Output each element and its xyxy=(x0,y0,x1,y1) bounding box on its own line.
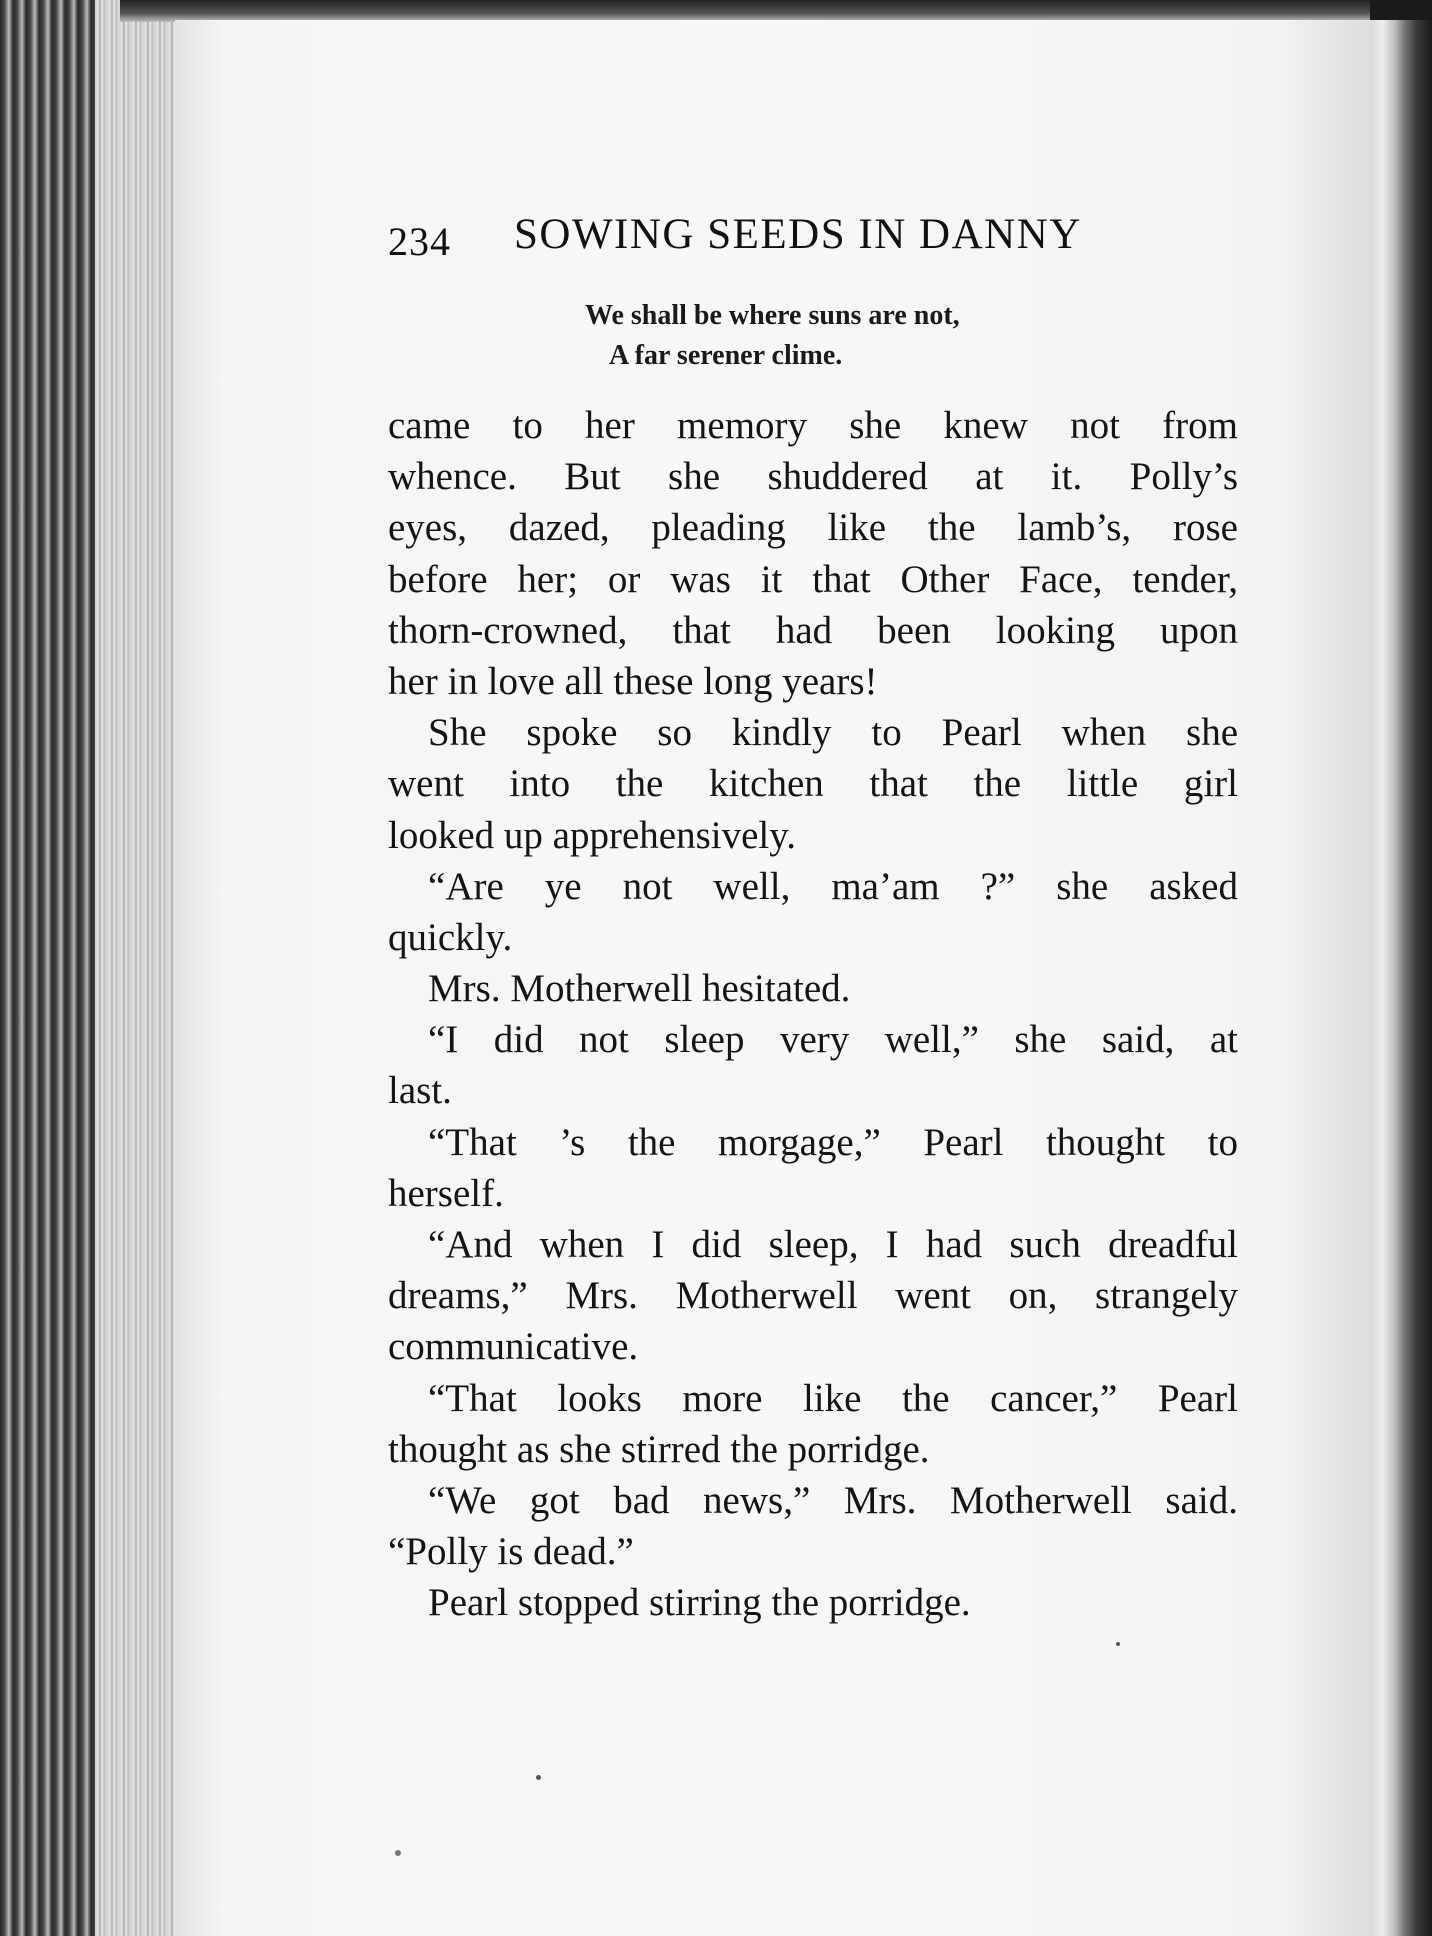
book-right-edge xyxy=(1370,20,1432,1936)
page-header xyxy=(388,208,1128,268)
body-line: quickly. xyxy=(388,915,513,959)
body-text xyxy=(388,400,1238,1629)
body-line: looked up apprehensively. xyxy=(388,813,796,857)
epigraph-line: A far serener clime. xyxy=(609,340,843,371)
body-line: dreams,” Mrs. Motherwell went on, strangely xyxy=(388,1274,1238,1318)
book-page-edges-inner xyxy=(95,0,175,1936)
body-line: “That ’s the morgage,” Pearl thought to xyxy=(428,1120,1238,1164)
body-line: herself. xyxy=(388,1171,504,1215)
body-line: eyes, dazed, pleading like the lamb’s, rose xyxy=(388,506,1238,550)
body-line: Mrs. Motherwell hesitated. xyxy=(428,967,851,1011)
body-line: She spoke so kindly to Pearl when she xyxy=(428,711,1238,755)
body-line: communicative. xyxy=(388,1325,639,1369)
body-line: whence. But she shuddered at it. Polly’s xyxy=(388,455,1238,499)
body-line: “That looks more like the cancer,” Pearl xyxy=(428,1376,1238,1420)
paper-speck xyxy=(536,1775,541,1780)
body-line: “We got bad news,” Mrs. Motherwell said. xyxy=(428,1478,1238,1522)
epigraph-line: We shall be where suns are not, xyxy=(585,300,960,331)
top-shadow xyxy=(120,0,1370,22)
body-line: came to her memory she knew not from xyxy=(388,404,1238,447)
page-number: 234 xyxy=(388,219,451,264)
body-line: thought as she stirred the porridge. xyxy=(388,1427,930,1471)
body-line: thorn-crowned, that had been looking upon xyxy=(388,608,1238,652)
running-title: SOWING SEEDS IN DANNY xyxy=(514,211,1082,258)
paper-speck xyxy=(1116,1642,1120,1646)
body-line: went into the kitchen that the little girl xyxy=(388,762,1238,806)
body-line: her in love all these long years! xyxy=(388,659,878,703)
body-line: “I did not sleep very well,” she said, at xyxy=(428,1018,1238,1062)
body-line: “Are ye not well, ma’am ?” she asked xyxy=(428,864,1238,908)
body-line: “And when I did sleep, I had such dreadful xyxy=(428,1223,1238,1266)
body-line: before her; or was it that Other Face, tender, xyxy=(388,557,1238,601)
paper-speck xyxy=(395,1850,401,1856)
epigraph xyxy=(585,296,1105,376)
body-line: last. xyxy=(388,1069,452,1113)
body-line: “Polly is dead.” xyxy=(388,1530,634,1574)
body-line: Pearl stopped stirring the porridge. xyxy=(428,1581,971,1625)
